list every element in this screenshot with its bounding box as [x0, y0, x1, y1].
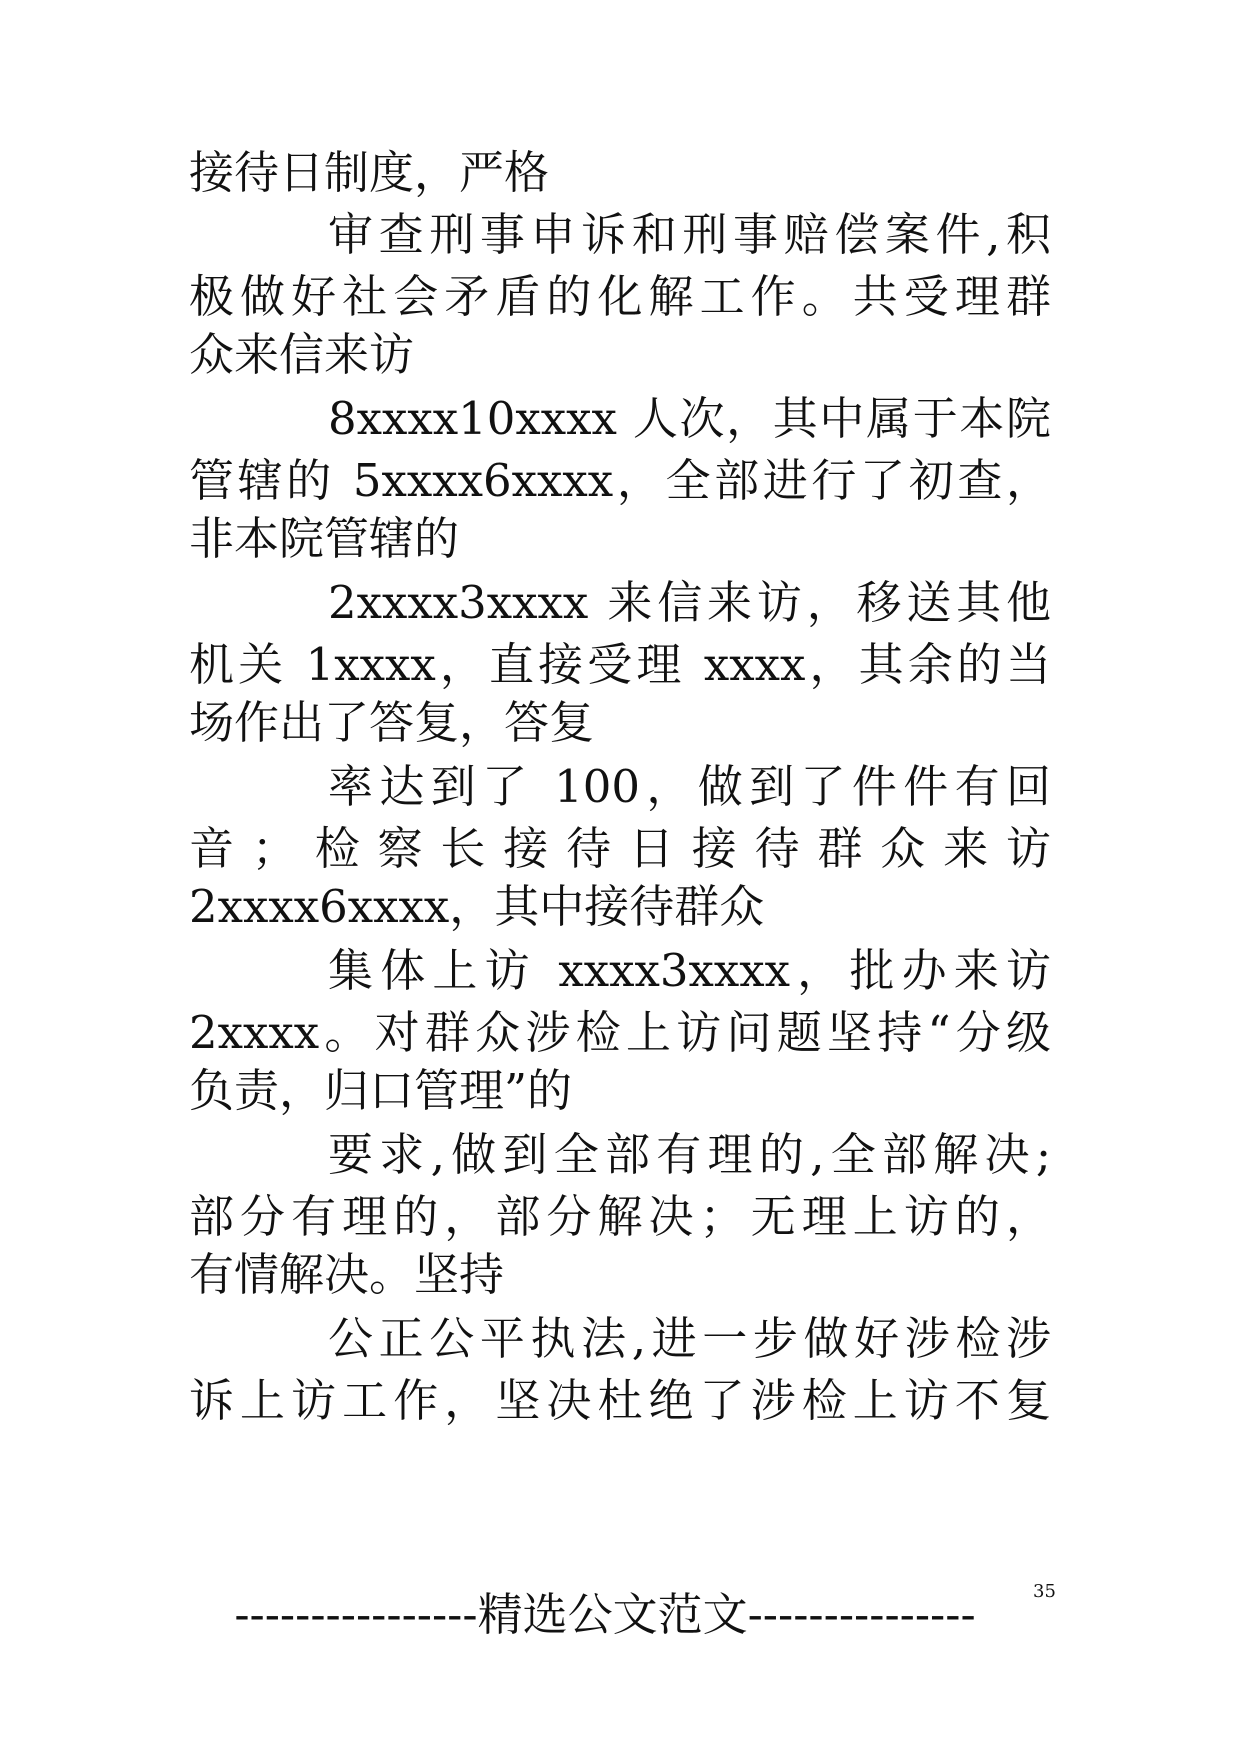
- text-line-18: 部分有理的，部分解决；无理上访的，: [189, 1190, 1051, 1243]
- text-line-11: 率达到了 100，做到了件件有回: [328, 760, 1051, 813]
- text-line-20: 公正公平执法,进一步做好涉检涉: [328, 1312, 1051, 1365]
- text-line-4: 众来信来访: [189, 328, 415, 381]
- text-line-17: 要求,做到全部有理的,全部解决;: [328, 1128, 1051, 1181]
- text-line-7: 非本院管辖的: [189, 512, 460, 565]
- text-line-21: 诉上访工作，坚决杜绝了涉检上访不复: [189, 1374, 1051, 1427]
- text-line-2: 审查刑事申诉和刑事赔偿案件,积: [328, 208, 1051, 261]
- text-line-5: 8xxxx10xxxx 人次，其中属于本院: [328, 392, 1051, 445]
- text-line-10: 场作出了答复，答复: [189, 696, 595, 749]
- text-line-15: 2xxxx。对群众涉检上访问题坚持“分级: [189, 1006, 1051, 1059]
- text-line-3: 极做好社会矛盾的化解工作。共受理群: [189, 270, 1051, 323]
- text-line-8: 2xxxx3xxxx 来信来访，移送其他: [328, 576, 1051, 629]
- text-line-6: 管辖的 5xxxx6xxxx，全部进行了初查，: [189, 454, 1051, 507]
- page-number: 35: [1033, 1581, 1056, 1602]
- text-line-19: 有情解决。坚持: [189, 1248, 505, 1301]
- text-line-13: 2xxxx6xxxx，其中接待群众: [189, 880, 765, 933]
- text-line-1: 接待日制度，严格: [189, 146, 550, 199]
- text-line-12: 音；检察长接待日接待群众来访: [189, 822, 1051, 875]
- document-footer: ----------------精选公文范文---------------: [234, 1588, 976, 1641]
- text-line-16: 负责，归口管理”的: [189, 1064, 573, 1117]
- text-line-14: 集体上访 xxxx3xxxx，批办来访: [328, 944, 1051, 997]
- text-line-9: 机关 1xxxx，直接受理 xxxx，其余的当: [189, 638, 1051, 691]
